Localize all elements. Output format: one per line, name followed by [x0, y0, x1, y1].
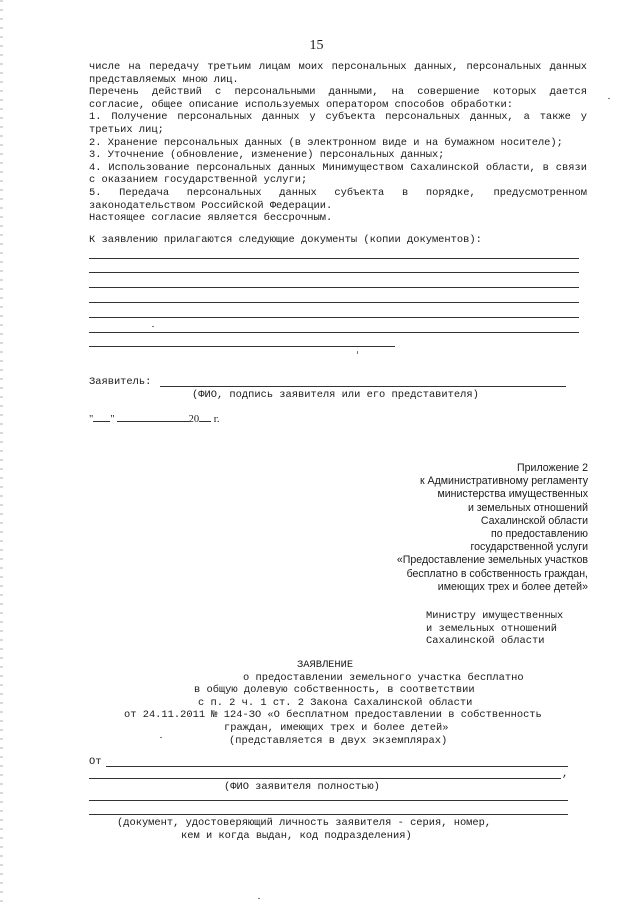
consent-line: 3. Уточнение (обновление, изменение) персональных данных;	[89, 149, 445, 162]
appendix-line: Сахалинской области	[480, 514, 588, 527]
documents-intro: К заявлению прилагаются следующие документы (копии документов):	[89, 234, 482, 246]
consent-line: 1. Получение персональных данных у субъекта персональных данных, а также у	[89, 111, 587, 124]
appendix-line: государственной услуги	[470, 541, 588, 554]
applicant-label: Заявитель:	[89, 376, 152, 388]
documents-blank-line[interactable]	[89, 317, 579, 318]
consent-line: законодательством Российской Федерации.	[89, 199, 333, 212]
statement-header	[0, 659, 633, 747]
date-month-field[interactable]	[117, 411, 189, 422]
statement-line: с п. 2 ч. 1 ст. 2 Закона Сахалинской области	[198, 696, 473, 709]
appendix-line: «Предоставление земельных участков	[396, 554, 588, 567]
scan-speck	[608, 98, 610, 99]
consent-text-block	[89, 61, 587, 225]
scan-speck	[152, 326, 154, 327]
consent-line: с оказанием государственной услуги;	[89, 174, 308, 187]
appendix-line: министерства имущественных	[437, 488, 588, 501]
consent-line: 5. Передача персональных данных субъекта в порядке, предусмотренном	[89, 186, 587, 199]
date-line	[89, 411, 219, 425]
scan-speck	[357, 351, 358, 354]
appendix-line: Приложение 2	[517, 462, 588, 474]
consent-line: 2. Хранение персональных данных (в электронном виде и на бумажном носителе);	[89, 136, 563, 149]
scan-speck	[160, 737, 162, 738]
applicant-caption: (ФИО, подпись заявителя или его представителя)	[192, 389, 479, 401]
scan-speck	[258, 898, 260, 899]
document-caption: (документ, удостоверяющий личность заявителя - серия, номер,	[117, 817, 492, 829]
from-label: От	[89, 756, 102, 768]
applicant-signature-line[interactable]	[160, 386, 566, 387]
statement-line: от 24.11.2011 № 124-ЗО «О бесплатном предоставлении в собственность	[124, 709, 542, 722]
documents-blank-line[interactable]	[89, 272, 579, 273]
addressee-line: Министру имущественных	[426, 610, 564, 622]
scan-edge-marks	[0, 0, 3, 905]
fio-caption: (ФИО заявителя полностью)	[224, 781, 380, 793]
date-year-field[interactable]	[199, 411, 211, 422]
appendix-line: бесплатно в собственность граждан,	[406, 567, 588, 580]
date-year-prefix: 20	[188, 414, 200, 425]
statement-line: в общую долевую собственность, в соответствии	[194, 684, 475, 697]
consent-line: представляемых мною лиц.	[89, 73, 239, 86]
addressee-line: Сахалинской области	[426, 635, 545, 648]
documents-blank-line[interactable]	[89, 332, 579, 333]
date-year-suffix: г.	[213, 414, 220, 425]
statement-line: о предоставлении земельного участка бесплатно	[243, 671, 524, 684]
from-fio-line[interactable]	[106, 766, 568, 767]
addressee-line: и земельных отношений	[426, 622, 557, 635]
page-number: 15	[309, 38, 324, 53]
documents-blank-line[interactable]	[89, 346, 395, 347]
date-quote-open: "	[89, 414, 94, 425]
consent-line: согласие, общее описание используемых оператором способов обработки:	[89, 98, 514, 111]
consent-line: числе на передачу третьим лицам моих персональных данных, персональных данных	[89, 61, 587, 73]
statement-line: граждан, имеющих трех и более детей»	[224, 721, 449, 734]
appendix-line: и земельных отношений	[467, 501, 588, 514]
statement-title: ЗАЯВЛЕНИЕ	[297, 659, 354, 671]
consent-line: третьих лиц;	[89, 123, 164, 136]
document-line[interactable]	[89, 800, 568, 801]
documents-blank-line[interactable]	[89, 287, 579, 288]
consent-line: Перечень действий с персональными данными, на совершение которых дается	[89, 86, 587, 99]
consent-line: 4. Использование персональных данных Минимуществом Сахалинской области, в связи	[89, 161, 587, 174]
appendix-line: к Административному регламенту	[419, 475, 588, 488]
documents-blank-line[interactable]	[89, 302, 579, 303]
statement-line: (представляется в двух экземплярах)	[229, 734, 448, 747]
appendix-line: имеющих трех и более детей»	[437, 580, 588, 593]
documents-blank-line[interactable]	[89, 258, 579, 259]
date-day-field[interactable]	[93, 411, 110, 422]
appendix-line: по предоставлению	[490, 528, 588, 541]
consent-line: Настоящее согласие является бессрочным.	[89, 212, 333, 225]
document-caption-2: кем и когда выдан, код подразделения)	[181, 830, 412, 842]
document-line-2[interactable]	[89, 814, 568, 815]
date-quote-close: "	[110, 414, 115, 425]
from-fio-line-2[interactable]	[89, 778, 561, 779]
appendix-header	[288, 462, 588, 594]
addressee-block	[426, 610, 563, 648]
trailing-comma: ,	[562, 768, 569, 780]
